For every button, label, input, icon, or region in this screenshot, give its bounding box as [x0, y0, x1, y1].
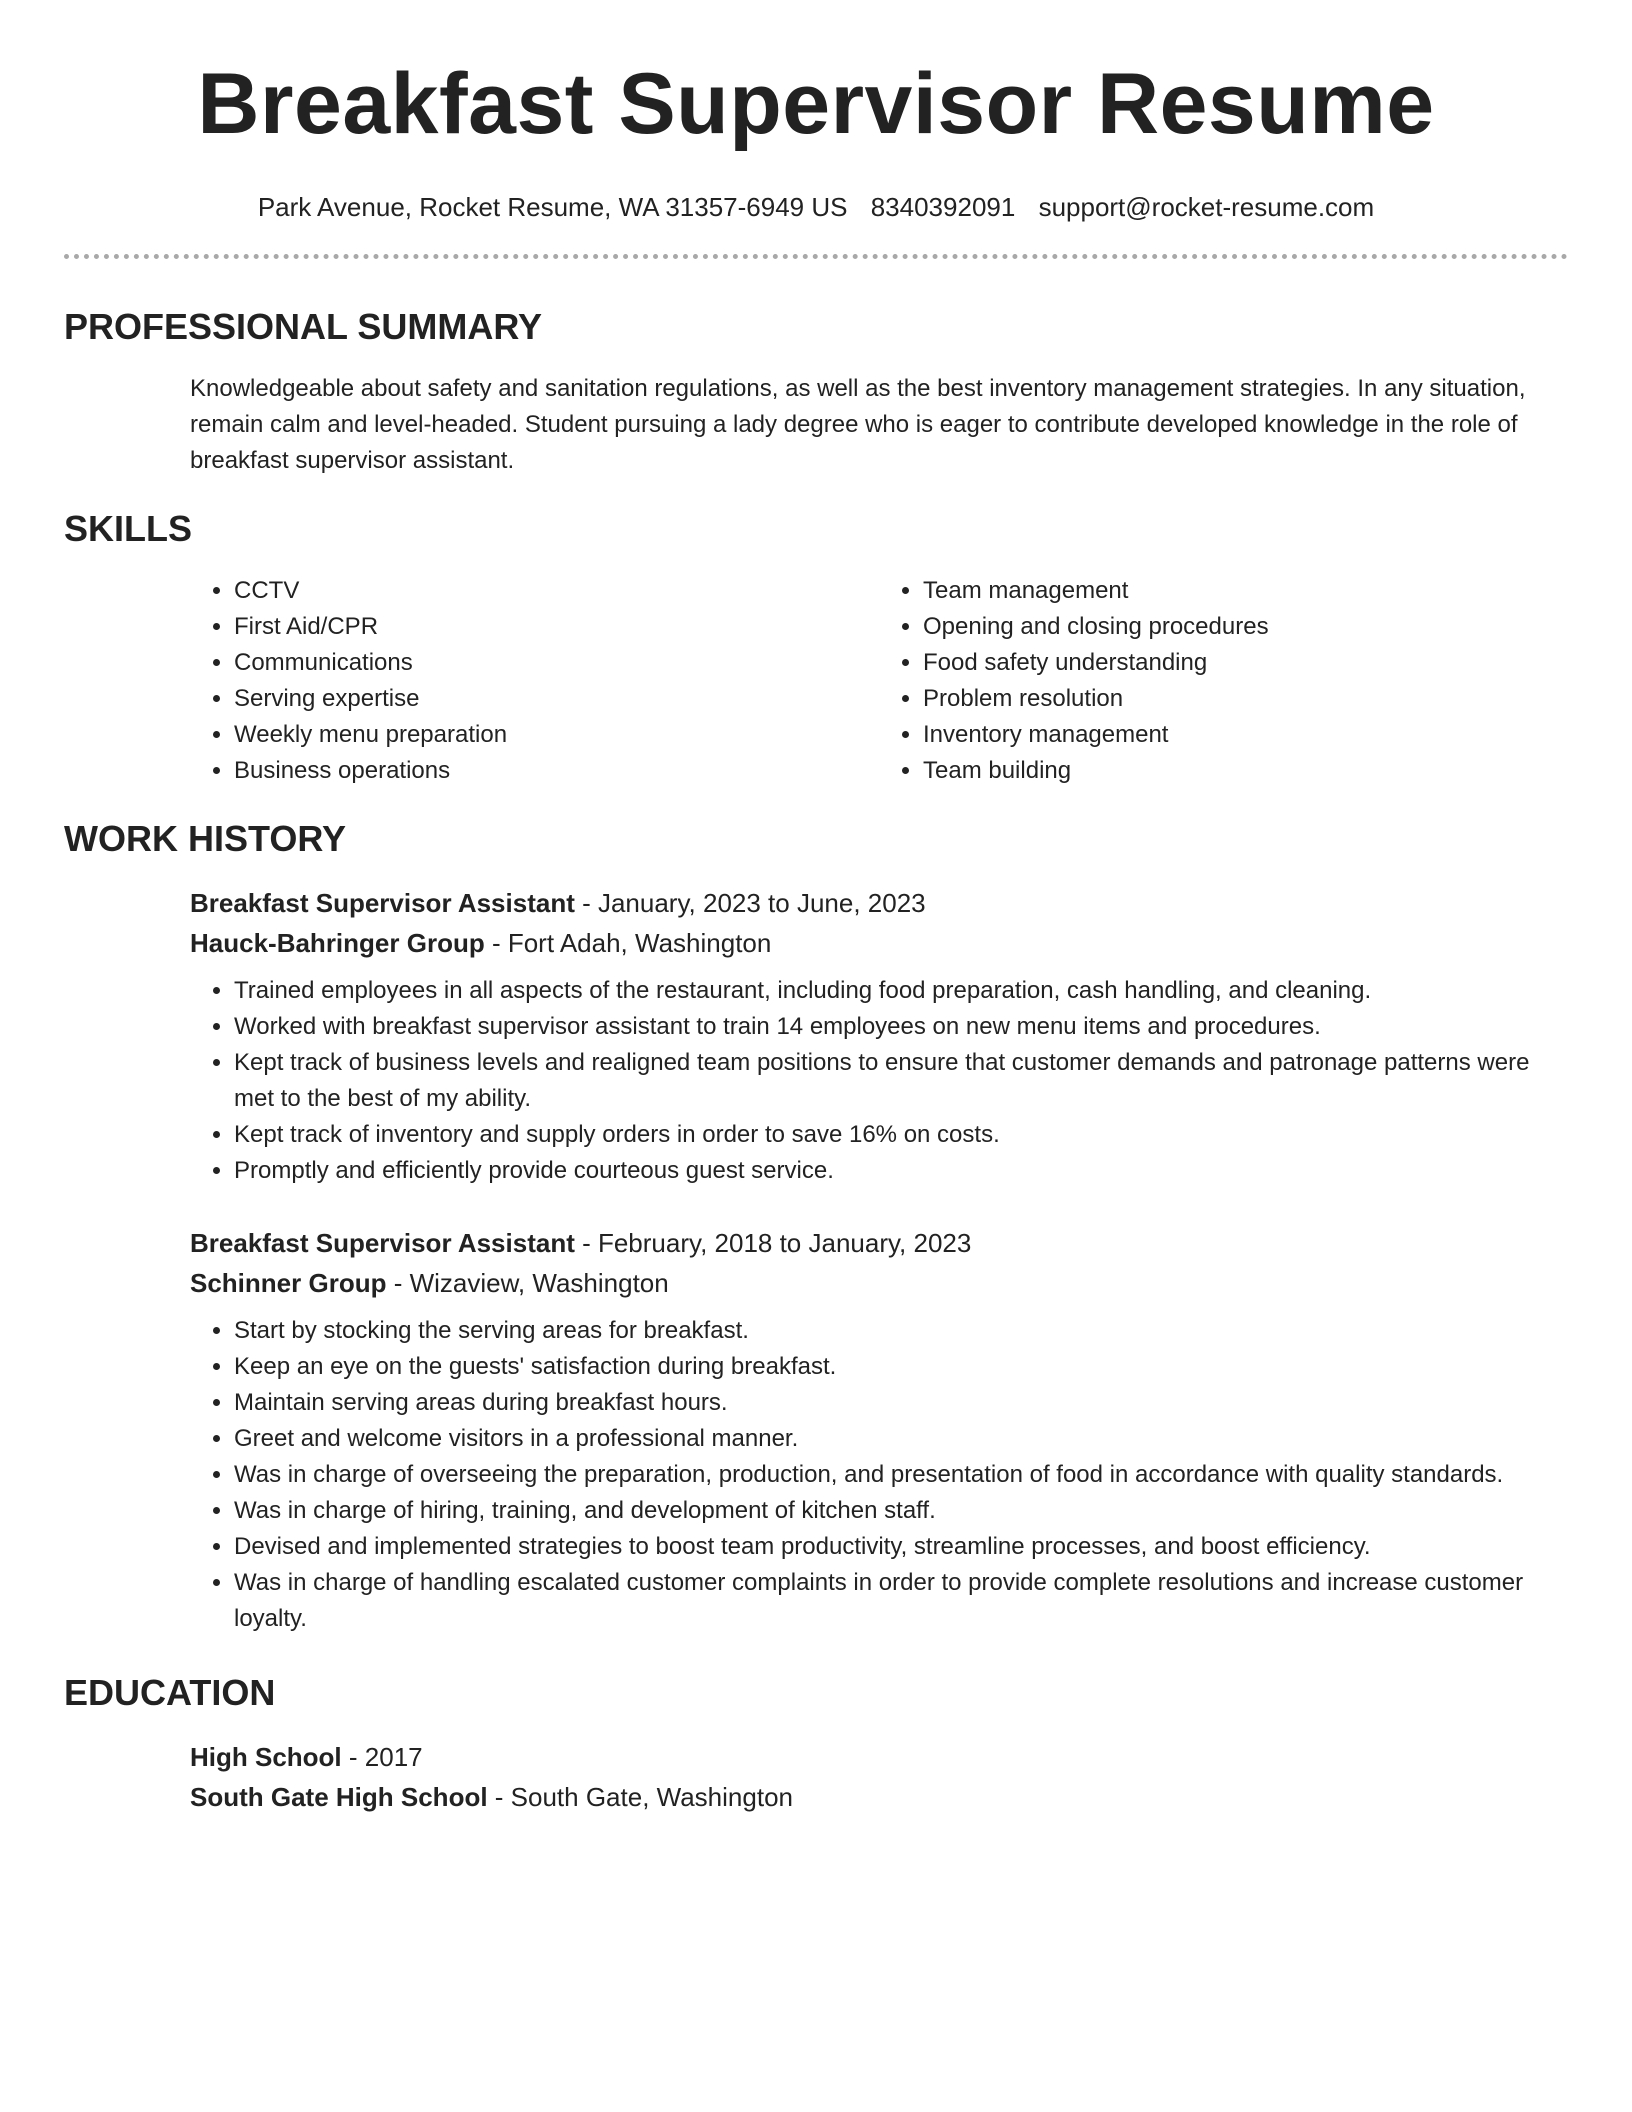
- work-history-section: [64, 817, 1568, 1637]
- job-entry: [190, 1223, 1568, 1637]
- contact-phone: 8340392091: [870, 192, 1016, 222]
- contact-line: [64, 190, 1568, 224]
- education-school-line: [190, 1777, 1568, 1817]
- skill-item: • Problem resolution: [923, 681, 1568, 717]
- skill-item: • Business operations: [234, 753, 879, 789]
- skill-item: • Serving expertise: [234, 681, 879, 717]
- education-year: - 2017: [341, 1742, 423, 1772]
- skill-item: • Team management: [923, 573, 1568, 609]
- summary-body: [190, 371, 1568, 479]
- education-location: - South Gate, Washington: [487, 1782, 793, 1812]
- job-duty: • Kept track of inventory and supply orders in order to save 16% on costs.: [234, 1117, 1568, 1153]
- resume-title: Breakfast Supervisor Resume: [197, 56, 1435, 152]
- skills-list: [190, 573, 1568, 789]
- job-title-line: [190, 883, 1568, 923]
- summary-section: [64, 305, 1568, 479]
- education-school: South Gate High School: [190, 1782, 488, 1812]
- resume-header: [64, 0, 1568, 259]
- skills-column-right: [879, 573, 1568, 789]
- contact-email: support@rocket-resume.com: [1038, 192, 1375, 222]
- skill-item: • CCTV: [234, 573, 879, 609]
- education-body: [190, 1737, 1568, 1817]
- skill-item: • Opening and closing procedures: [923, 609, 1568, 645]
- skill-item: • Weekly menu preparation: [234, 717, 879, 753]
- skills-column-left: [190, 573, 879, 789]
- job-company: Schinner Group: [190, 1268, 387, 1298]
- job-duty: • Greet and welcome visitors in a professional manner.: [234, 1421, 1568, 1457]
- job-entry: [190, 883, 1568, 1189]
- job-duty: • Kept track of business levels and realigned team positions to ensure that customer demands and patronage patterns were met to the best of my ability.: [234, 1045, 1568, 1117]
- skill-item: • First Aid/CPR: [234, 609, 879, 645]
- job-duty: • Worked with breakfast supervisor assistant to train 14 employees on new menu items and procedures.: [234, 1009, 1568, 1045]
- skill-item: • Team building: [923, 753, 1568, 789]
- job-duty: • Trained employees in all aspects of the restaurant, including food preparation, cash handling, and cleaning.: [234, 973, 1568, 1009]
- job-title-line: [190, 1223, 1568, 1263]
- job-duty: • Keep an eye on the guests' satisfaction during breakfast.: [234, 1349, 1568, 1385]
- job-duty: • Maintain serving areas during breakfast hours.: [234, 1385, 1568, 1421]
- header-divider: [64, 254, 1568, 259]
- job-duty: • Was in charge of overseeing the preparation, production, and presentation of food in accordance with quality standards.: [234, 1457, 1568, 1493]
- job-duties: [190, 973, 1568, 1189]
- skill-item: • Communications: [234, 645, 879, 681]
- education-section: [64, 1671, 1568, 1817]
- job-duty: • Promptly and efficiently provide courteous guest service.: [234, 1153, 1568, 1189]
- job-role: Breakfast Supervisor Assistant: [190, 888, 575, 918]
- job-location: - Wizaview, Washington: [386, 1268, 669, 1298]
- contact-address: Park Avenue, Rocket Resume, WA 31357-6949 US: [257, 192, 848, 222]
- job-dates: - February, 2018 to January, 2023: [574, 1228, 972, 1258]
- work-history-body: [190, 883, 1568, 1637]
- skill-item: • Food safety understanding: [923, 645, 1568, 681]
- job-company-line: [190, 1263, 1568, 1303]
- job-company-line: [190, 923, 1568, 963]
- job-dates: - January, 2023 to June, 2023: [574, 888, 926, 918]
- job-duty: • Was in charge of handling escalated customer complaints in order to provide complete resolutions and increase customer loyalty.: [234, 1565, 1568, 1637]
- job-location: - Fort Adah, Washington: [484, 928, 772, 958]
- summary-heading: PROFESSIONAL SUMMARY: [64, 306, 543, 347]
- job-role: Breakfast Supervisor Assistant: [190, 1228, 575, 1258]
- skills-section: [64, 507, 1568, 789]
- education-degree-line: [190, 1737, 1568, 1777]
- work-history-heading: WORK HISTORY: [64, 818, 347, 859]
- job-duties: [190, 1313, 1568, 1637]
- job-duty: • Was in charge of hiring, training, and development of kitchen staff.: [234, 1493, 1568, 1529]
- job-duty: • Start by stocking the serving areas for breakfast.: [234, 1313, 1568, 1349]
- skill-item: • Inventory management: [923, 717, 1568, 753]
- education-heading: EDUCATION: [64, 1672, 276, 1713]
- job-company: Hauck-Bahringer Group: [190, 928, 485, 958]
- job-duty: • Devised and implemented strategies to boost team productivity, streamline processes, and boost efficiency.: [234, 1529, 1568, 1565]
- summary-text: Knowledgeable about safety and sanitation regulations, as well as the best inventory management strategies. In any situation, remain calm and level-headed. Student pursuing a lady degree who is eager to contribute developed knowledge in the role of breakfast supervisor assistant.: [190, 375, 1526, 474]
- education-degree: High School: [190, 1742, 342, 1772]
- skills-heading: SKILLS: [64, 508, 193, 549]
